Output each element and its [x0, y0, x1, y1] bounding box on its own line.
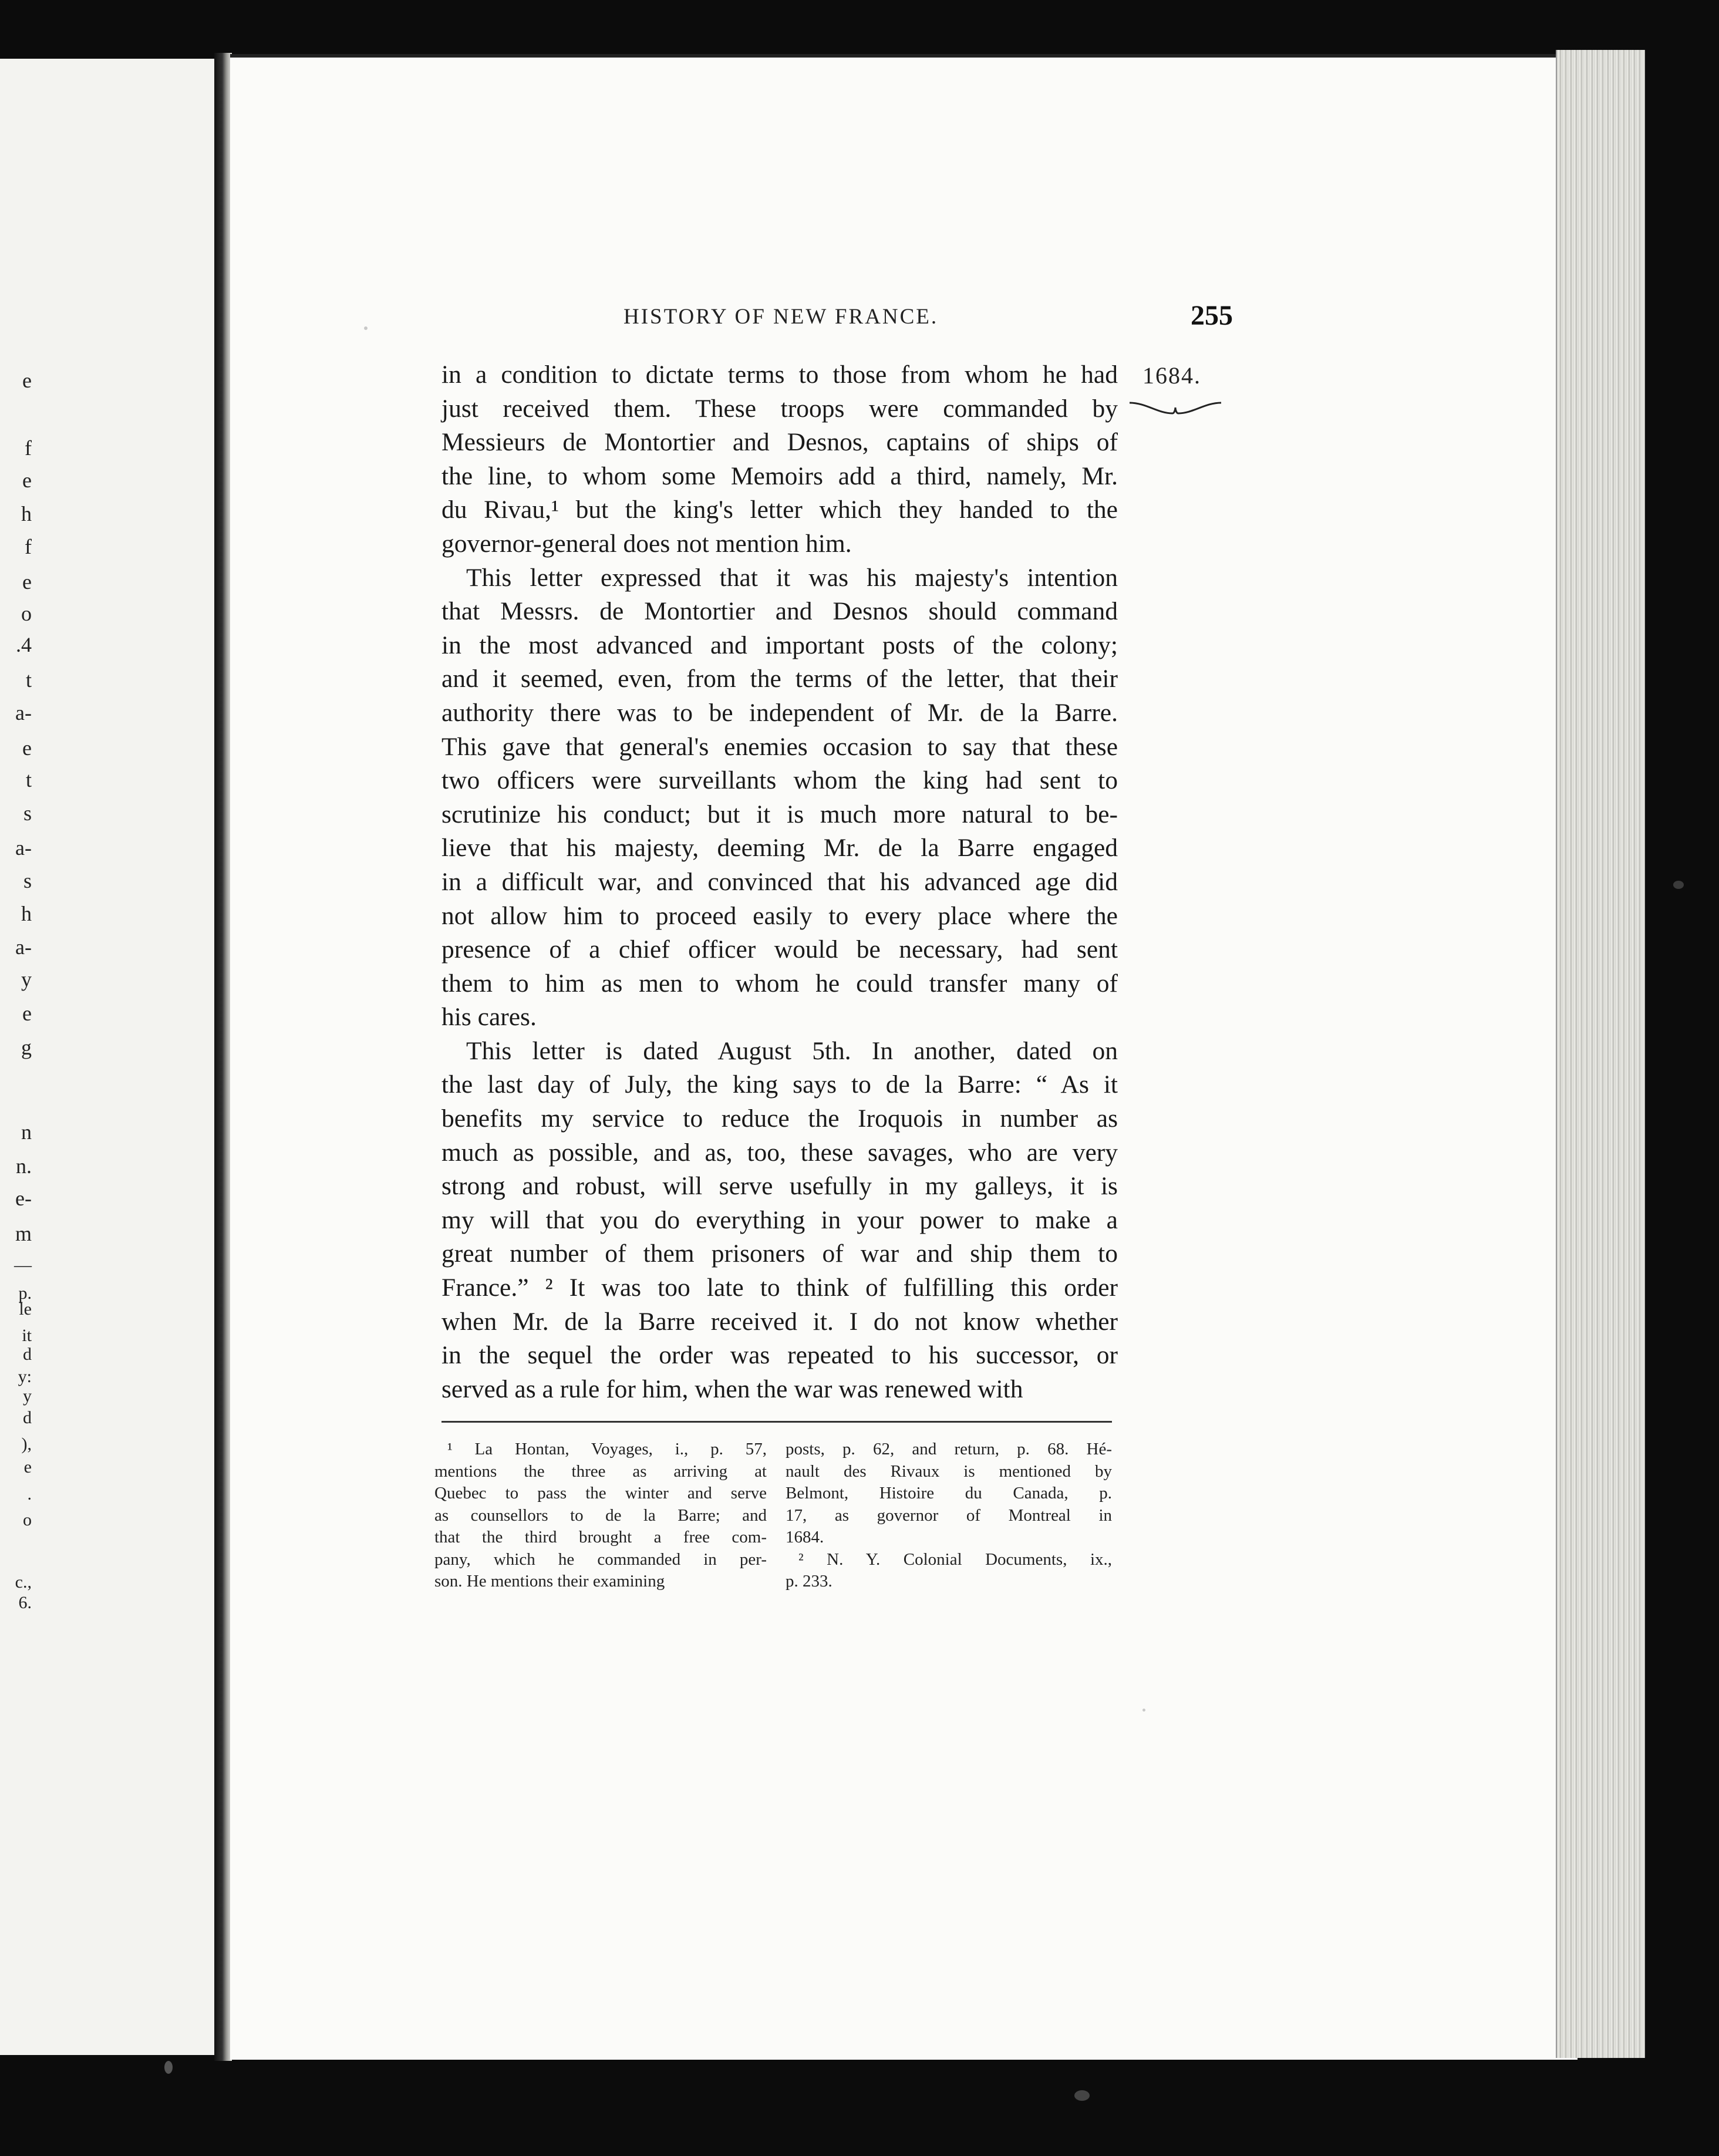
text-line: lieve that his majesty, deeming Mr. de la Barre engaged [441, 834, 1118, 863]
text-line: his cares. [441, 1003, 537, 1032]
footnote-line: 17, as governor of Montreal in [786, 1505, 1112, 1525]
text-line: governor-general does not mention him. [441, 529, 852, 558]
footnote-line: posts, p. 62, and return, p. 68. Hé- [786, 1440, 1112, 1458]
left-page-fragment: — [14, 1255, 32, 1275]
text-line: when Mr. de la Barre received it. I do not know whether [441, 1307, 1118, 1336]
left-page-fragment: y [21, 968, 32, 991]
left-page-fragment: e [22, 570, 32, 594]
left-page-fragment: le [19, 1299, 32, 1319]
left-page-fragment: e [22, 469, 32, 492]
footnote-line: ¹ La Hontan, Voyages, i., p. 57, [447, 1440, 767, 1458]
body-text [441, 358, 1118, 1406]
text-line: strong and robust, will serve usefully in my galleys, it is [441, 1172, 1118, 1201]
text-line: authority there was to be independent of Mr. de la Barre. [441, 698, 1118, 727]
left-page-fragment: m [15, 1222, 32, 1245]
text-line: them to him as men to whom he could transfer many of [441, 969, 1118, 998]
left-page-fragment: t [25, 668, 32, 692]
left-page-fragment: f [25, 436, 32, 460]
left-page-fragment: d [23, 1345, 32, 1364]
footnote-line: ² N. Y. Colonial Documents, ix., [798, 1549, 1112, 1569]
footnote-line: nault des Rivaux is mentioned by [786, 1461, 1112, 1481]
side-note-year: 1684. [1142, 362, 1201, 389]
left-page-fragment: o [21, 602, 32, 625]
text-line: This letter expressed that it was his majesty's intention [466, 563, 1118, 592]
text-line: France.” ² It was too late to think of fulfilling this order [441, 1274, 1118, 1302]
left-page-fragment: a- [15, 836, 32, 860]
text-line: in the sequel the order was repeated to his successor, or [441, 1341, 1118, 1370]
running-head: HISTORY OF NEW FRANCE. [623, 305, 939, 329]
text-line: This letter is dated August 5th. In another, dated on [466, 1036, 1118, 1065]
left-page-fragment: t [25, 768, 32, 791]
left-page-fragment: e [22, 1002, 32, 1025]
text-line: in the most advanced and important posts of the colony; [441, 631, 1118, 659]
footnote-line: p. 233. [786, 1572, 832, 1591]
dust-spot [1074, 2090, 1090, 2101]
text-line: just received them. These troops were commanded by [441, 394, 1118, 423]
text-line: and it seemed, even, from the terms of the letter, that their [441, 665, 1118, 693]
left-page-fragment: a- [15, 701, 32, 725]
footnote-line: son. He mentions their examining [434, 1572, 665, 1591]
left-page-fragment: d [23, 1408, 32, 1427]
text-line: Messieurs de Montortier and Desnos, captains of ships of [441, 428, 1118, 457]
text-line: benefits my service to reduce the Iroquois in number as [441, 1104, 1118, 1133]
text-line: the last day of July, the king says to de la Barre: “ As it [441, 1070, 1118, 1099]
left-page-fragment: h [21, 502, 32, 525]
left-page-fragment: n. [16, 1154, 32, 1178]
text-line: in a difficult war, and convinced that his advanced age did [441, 867, 1118, 896]
left-page-fragment: 6. [18, 1593, 32, 1612]
text-line: much as possible, and as, too, these savages, who are very [441, 1138, 1118, 1167]
left-page-fragment: o [23, 1510, 32, 1530]
left-page-fragment: y: [18, 1367, 32, 1386]
left-page-fragment: n [21, 1120, 32, 1144]
left-page-fragment: f [25, 535, 32, 558]
page-number: 255 [1191, 300, 1233, 331]
left-page-fragment: e [23, 1457, 32, 1477]
paper-speck [364, 326, 368, 330]
footnote-line: mentions the three as arriving at [434, 1461, 767, 1481]
text-line: my will that you do everything in your power to make a [441, 1205, 1118, 1234]
text-line: served as a rule for him, when the war was renewed with [441, 1375, 1023, 1403]
left-page-fragment: e [22, 369, 32, 392]
side-note-brace [1128, 397, 1222, 418]
footnote-line: pany, which he commanded in per- [434, 1549, 767, 1569]
left-page-fragment: it [22, 1326, 32, 1345]
footnote-line: Belmont, Histoire du Canada, p. [786, 1484, 1112, 1503]
text-line: du Rivau,¹ but the king's letter which they handed to the [441, 496, 1118, 524]
dust-spot [1673, 881, 1684, 889]
footnotes-column-2 [786, 1439, 1112, 1593]
footnote-line: 1684. [786, 1528, 824, 1547]
dust-spot [164, 2061, 173, 2074]
footnote-line: Quebec to pass the winter and serve [434, 1484, 767, 1503]
footnote-rule [441, 1421, 1112, 1423]
footnote-line: that the third brought a free com- [434, 1528, 767, 1547]
left-page-fragment: h [21, 902, 32, 925]
text-line: presence of a chief officer would be necessary, had sent [441, 935, 1118, 964]
left-page-fragment: s [23, 801, 32, 825]
left-page-text-fragments [0, 0, 35, 2156]
left-page-fragment: a- [15, 935, 32, 959]
text-line: This gave that general's enemies occasion to say that these [441, 732, 1118, 761]
left-page-fragment: p. [18, 1284, 32, 1303]
left-page-fragment: s [23, 869, 32, 892]
footnote-line: as counsellors to de la Barre; and [434, 1505, 767, 1525]
left-page-fragment: .4 [16, 633, 32, 656]
left-page-fragment: g [21, 1036, 32, 1059]
left-page-fragment: e- [15, 1187, 32, 1210]
left-page-fragment: ), [21, 1434, 32, 1454]
text-line: in a condition to dictate terms to those from whom he had [441, 361, 1118, 389]
text-line: great number of them prisoners of war and ship them to [441, 1239, 1118, 1268]
text-line: two officers were surveillants whom the king had sent to [441, 766, 1118, 795]
text-line: the line, to whom some Memoirs add a third, namely, Mr. [441, 461, 1118, 490]
text-line: that Messrs. de Montortier and Desnos should command [441, 597, 1118, 626]
left-page-fragment: c., [15, 1572, 32, 1592]
left-page-fragment: e [22, 736, 32, 760]
footnotes-column-1 [434, 1439, 767, 1593]
left-page-fragment: y [23, 1386, 32, 1406]
book-gutter [214, 53, 232, 2061]
text-line: scrutinize his conduct; but it is much more natural to be- [441, 800, 1118, 828]
page-edges [1556, 50, 1645, 2058]
left-page-fragment: . [27, 1484, 32, 1504]
paper-speck [1142, 1709, 1145, 1712]
text-line: not allow him to proceed easily to every place where the [441, 901, 1118, 930]
